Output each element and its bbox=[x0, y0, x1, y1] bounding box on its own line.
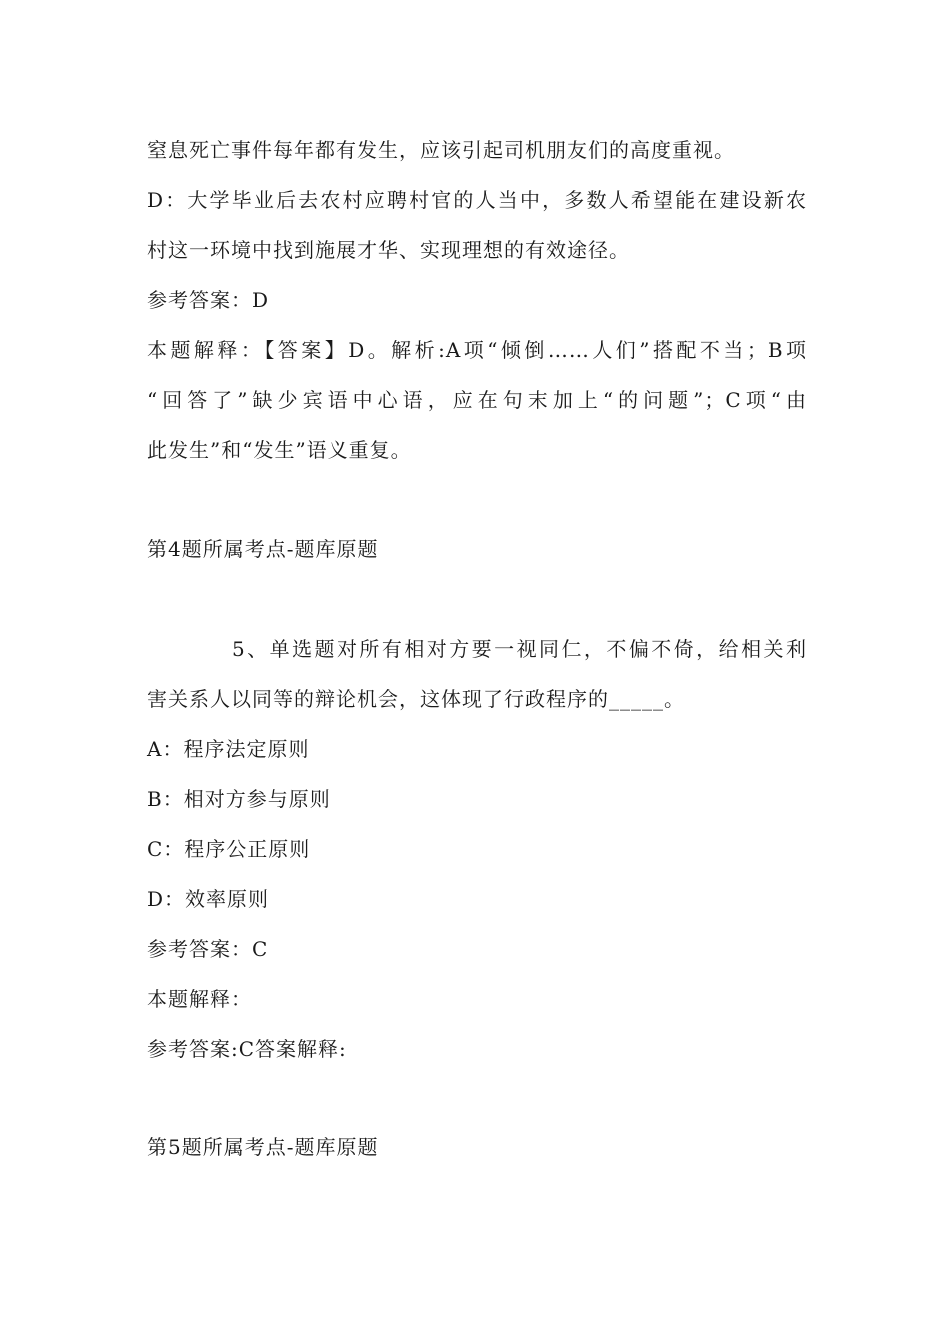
q4-section-heading: 第4题所属考点-题库原题 bbox=[147, 537, 379, 561]
q5-section-heading: 第5题所属考点-题库原题 bbox=[147, 1135, 379, 1159]
q5-option-a: A：程序法定原则 bbox=[147, 737, 310, 761]
q3-option-d-line1: D：大学毕业后去农村应聘村官的人当中，多数人希望能在建设新农 bbox=[147, 188, 807, 212]
q3-option-d-line2: 村这一环境中找到施展才华、实现理想的有效途径。 bbox=[147, 238, 630, 262]
q3-explanation-line2: “回答了”缺少宾语中心语，应在句末加上“的问题”；C项“由 bbox=[147, 388, 807, 412]
q3-explanation-line3: 此发生”和“发生”语义重复。 bbox=[147, 438, 412, 462]
q5-explanation: 本题解释： bbox=[147, 987, 252, 1011]
q5-answer-explanation: 参考答案:C答案解释: bbox=[147, 1037, 347, 1061]
q3-option-c-tail: 窒息死亡事件每年都有发生，应该引起司机朋友们的高度重视。 bbox=[147, 138, 735, 162]
q5-stem-line2: 害关系人以同等的辩论机会，这体现了行政程序的_____。 bbox=[147, 687, 685, 711]
q5-option-c: C：程序公正原则 bbox=[147, 837, 311, 861]
q3-explanation-line1: 本题解释：【答案】D。解析:A项“倾倒……人们”搭配不当；B项 bbox=[147, 338, 807, 362]
q5-answer: 参考答案：C bbox=[147, 937, 269, 961]
q3-answer: 参考答案：D bbox=[147, 288, 270, 312]
q5-stem-line1: 5、单选题对所有相对方要一视同仁，不偏不倚，给相关利 bbox=[232, 637, 807, 661]
q5-option-b: B：相对方参与原则 bbox=[147, 787, 331, 811]
q5-option-d: D：效率原则 bbox=[147, 887, 270, 911]
